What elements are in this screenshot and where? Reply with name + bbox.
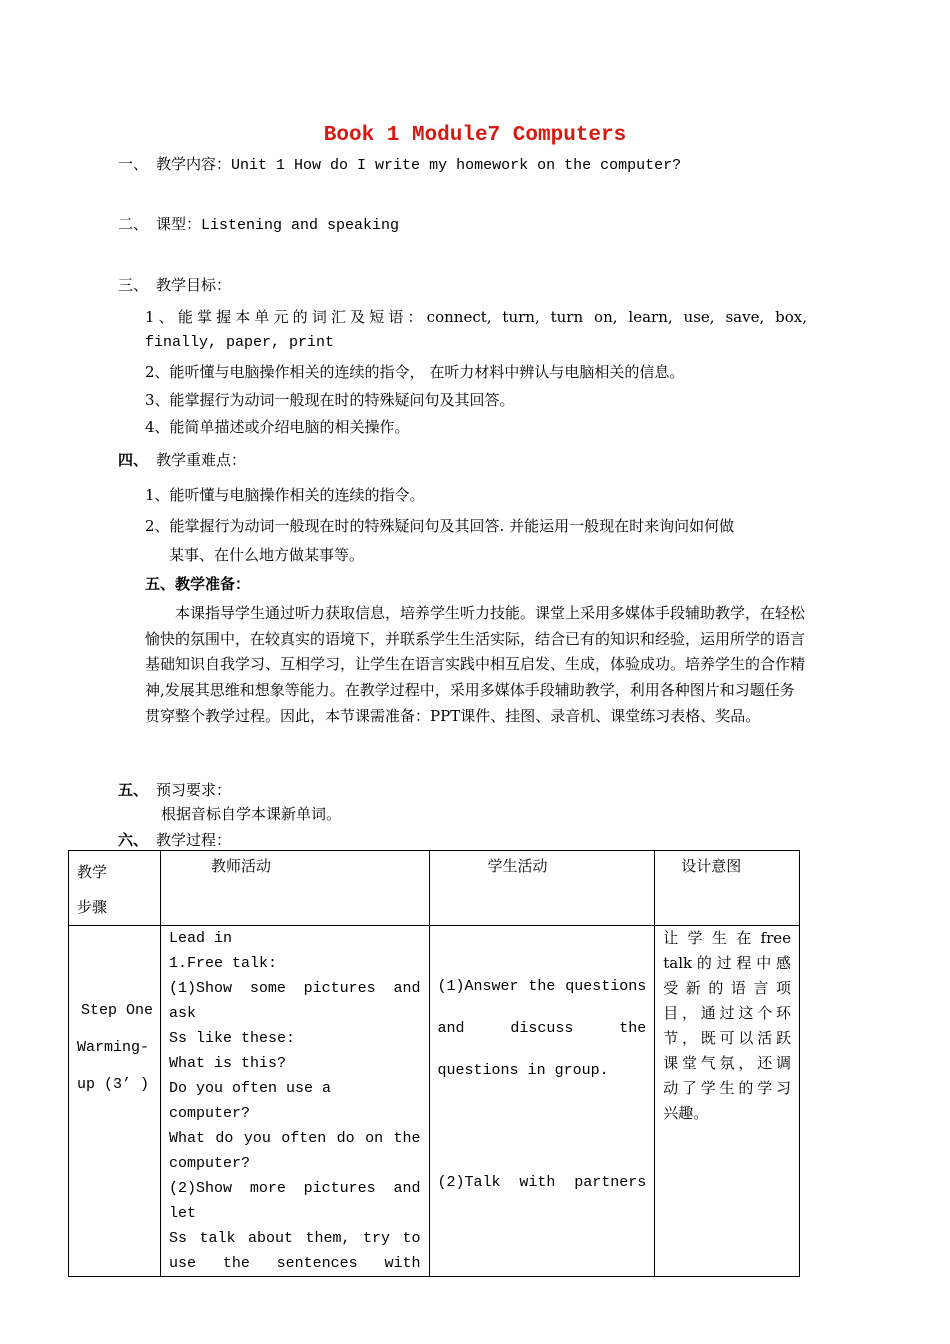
header-design-label: 设计意图 [681,857,742,875]
document-title: Book 1 Module7 Computers [323,124,627,147]
key-point-2-cont: 某事、在什么地方做某事等。 [169,546,365,564]
design-line: 兴趣。 [663,1104,709,1122]
teacher-line: use the sentences with [168,1255,421,1272]
teacher-line: (1)Show some pictures and ask [168,980,421,1022]
teacher-line: 1.Free talk: [168,955,277,972]
section-number: 六、 [118,831,149,849]
teacher-line: Do you often use a computer? [168,1080,331,1122]
section-label: 预习要求： [156,781,232,799]
goal-1: 1、能掌握本单元的词汇及短语：connect, turn, turn on, learn, use, save, box, [145,308,807,326]
student-line: (2)Talk with partners [437,1174,647,1191]
teacher-line: Lead in [168,930,232,947]
section-text: Listening and speaking [201,217,400,234]
teacher-line: Ss talk about them, try to [168,1230,421,1247]
section-label: 教学重难点： [156,451,247,469]
section-6 [118,829,231,850]
prep-text: 本课指导学生通过听力获取信息，培养学生听力技能。课堂上采用多媒体手段辅助教学，在轻松愉快的氛围中，在较真实的语境下，并联系学生生活实际，结合已有的知识和经验，运用所学的语言基础知识自我学习、互相学习，让学生在语言实践中相互启发、生成，体验成功。培养学生的合作精神,发展其思维和想象等能力。在教学过程中，采用多媒体手段辅助教学，利用各种图片和习题任务贯穿整个教学过程。因此，本节课需准备：PPT课件、挂图、录音机、课堂练习表格、奖品。 [145,604,806,725]
prep-paragraph [145,601,807,730]
step-cell [69,926,161,1277]
section-2 [118,213,399,234]
header-step-line2: 步骤 [77,898,108,916]
design-line: 课堂气氛，还调 [663,1054,791,1072]
design-line: 动了学生的学习 [663,1079,791,1097]
section-label: 教学内容： [156,155,232,173]
section-label: 教学过程： [156,831,232,849]
goal-2: 2、能听懂与电脑操作相关的连续的指令， 在听力材料中辨认与电脑相关的信息。 [145,363,685,381]
student-cell [429,926,655,1277]
header-step-line1: 教学 [77,863,108,881]
design-cell [655,926,800,1277]
design-line: 受新的语言项 [663,979,791,997]
design-line: talk的过程中感 [663,954,791,972]
teacher-line: What do you often do on the [168,1130,421,1147]
teacher-line: What is this? [168,1055,286,1072]
section-1 [118,153,681,174]
design-line: 节，既可以活跃 [663,1029,791,1047]
student-line: questions in group. [437,1062,609,1079]
section-number: 一、 [118,155,149,173]
section-text: Unit 1 How do I write my homework on the computer? [231,157,682,174]
goal-1-cont: finally, paper, print [145,334,335,351]
section-4 [118,449,246,470]
teacher-line: Ss like these: [168,1030,295,1047]
process-table [68,850,800,1277]
student-line: (1)Answer the questions [437,978,647,995]
design-line: 让学生在free [663,929,791,947]
key-point-1: 1、能听懂与电脑操作相关的连续的指令。 [145,486,425,504]
section-3 [118,274,231,295]
section-label: 教学目标： [156,276,232,294]
step-line: Step One [81,1002,154,1019]
teacher-line: (2)Show more pictures and let [168,1180,421,1222]
section-number: 三、 [118,276,149,294]
key-point-2: 2、能掌握行为动词一般现在时的特殊疑问句及其回答. 并能运用一般现在时来询问如何做 [145,517,735,535]
teacher-line: computer? [168,1155,250,1172]
section-label: 课型： [156,215,202,233]
section-number: 四、 [118,451,149,469]
section-number: 二、 [118,215,149,233]
table-header-row [69,851,800,926]
table-row [69,926,800,1277]
student-line: and discuss the [437,1020,647,1037]
preview-text: 根据音标自学本课新单词。 [161,805,342,823]
section-5-preview [118,779,231,800]
header-student-label: 学生活动 [487,857,548,875]
section-number: 五、 [118,781,149,799]
step-line: up (3’ ) [77,1076,150,1093]
design-line: 目，通过这个环 [663,1004,791,1022]
teacher-cell [160,926,429,1277]
header-student [429,851,655,926]
step-line: Warming- [77,1039,150,1056]
goal-4: 4、能简单描述或介绍电脑的相关操作。 [145,418,410,436]
header-teacher [160,851,429,926]
header-step [69,851,161,926]
header-design [655,851,800,926]
goal-3: 3、能掌握行为动词一般现在时的特殊疑问句及其回答。 [145,391,515,409]
section-5-prep: 五、教学准备： [145,575,251,593]
header-teacher-label: 教师活动 [210,857,271,875]
